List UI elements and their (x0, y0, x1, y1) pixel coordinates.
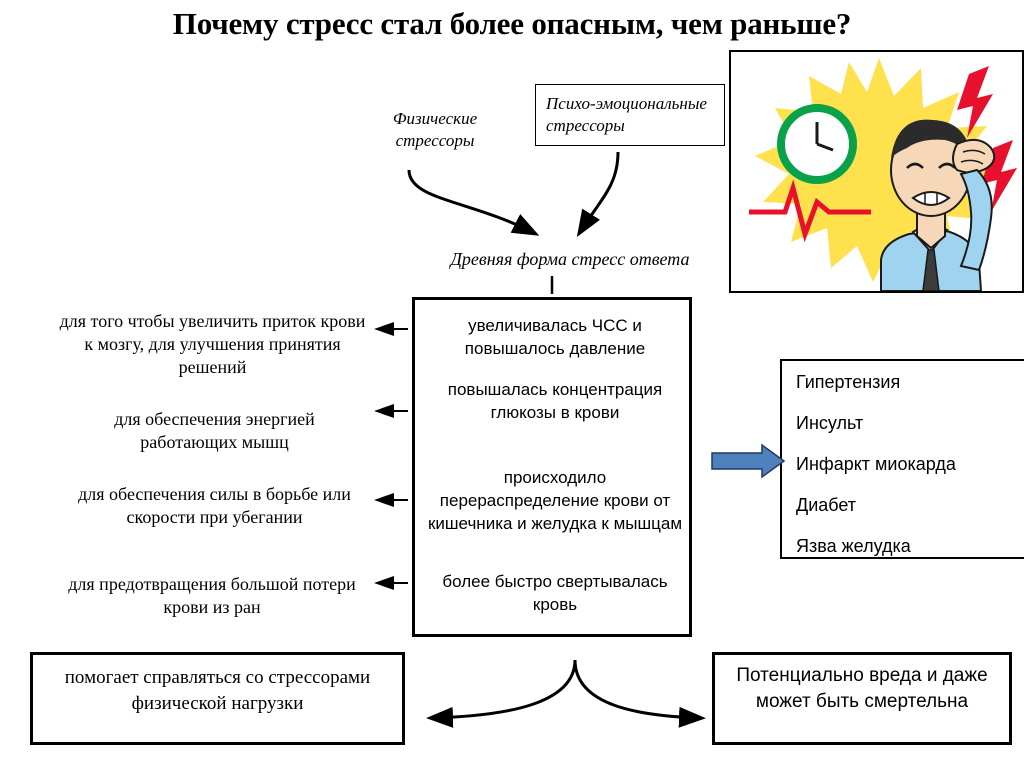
consequence-item: Диабет (796, 495, 857, 515)
man-hand (953, 140, 994, 173)
reason-item: для обеспечения силы в борьбе или скорости при убегании (78, 484, 351, 527)
helpful-outcome-label: помогает справляться со стрессорами физической нагрузки (64, 667, 371, 714)
arrow-physical-to-response (409, 170, 534, 233)
reason-item: для того чтобы увеличить приток крови к мозгу, для улучшения принятия решений (59, 311, 366, 377)
arrow-to-harmful-outcome (575, 660, 700, 718)
arrow-to-helpful-outcome (432, 660, 575, 718)
central-response-item: повышалась концентрация глюкозы в крови (447, 380, 663, 422)
central-response-item: более быстро свертывалась кровь (442, 572, 668, 614)
harmful-outcome-box (712, 652, 1012, 745)
stress-illustration (729, 50, 1024, 293)
central-response-item: происходило перераспределение крови от кишечника и желудка к мышцам (427, 468, 683, 533)
psycho-emotional-stressors-box (535, 84, 725, 146)
consequence-item: Инфаркт миокарда (796, 454, 956, 474)
page-title: Почему стресс стал более опасным, чем раньше? (172, 6, 852, 41)
man-arm (961, 170, 992, 270)
stress-illustration-graphic (731, 52, 1022, 291)
reason-item: для обеспечения энергией работающих мышц (114, 409, 315, 452)
central-response-item: увеличивалась ЧСС и повышалось давление (464, 316, 646, 358)
consequence-item: Инсульт (796, 413, 864, 433)
consequence-item: Язва желудка (796, 536, 911, 556)
reason-item: для предотвращения большой потери крови из ран (68, 574, 356, 617)
physical-stressors-label: Физические стрессоры (392, 109, 478, 150)
helpful-outcome-box (30, 652, 405, 745)
block-arrow-to-consequences (712, 445, 784, 477)
consequences-box (780, 359, 1024, 559)
ancient-stress-response-label: Древняя форма стресс ответа (450, 249, 690, 269)
central-responses-box (412, 297, 692, 637)
psycho-emotional-stressors-label: Психо-эмоциональные стрессоры (546, 94, 707, 135)
harmful-outcome-label: Потенциально вреда и даже может быть смертельна (736, 665, 988, 712)
consequence-item: Гипертензия (796, 372, 901, 392)
arrow-psycho-to-response (580, 152, 618, 232)
